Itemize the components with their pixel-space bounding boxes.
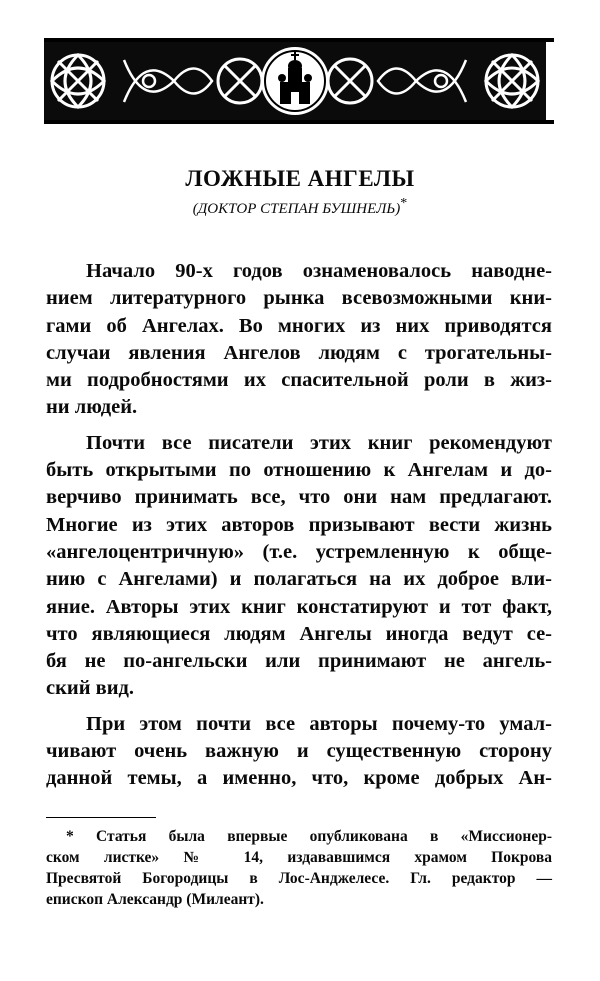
body-line: яние. Авторы этих книг констатируют и тот факт, xyxy=(46,595,552,618)
body-line: верчиво принимать все, что они нам предлагают. xyxy=(46,486,552,509)
body-line: случаи явления Ангелов людям с трогательны- xyxy=(46,341,552,364)
article-body xyxy=(46,258,552,793)
body-line: ский вид. xyxy=(46,677,135,700)
body-line: что являющиеся людям Ангелы иногда ведут се- xyxy=(46,622,552,645)
ornament-icon xyxy=(44,42,546,120)
body-line: бя не по-ангельски или принимают не ангель- xyxy=(46,650,552,673)
body-line: чивают очень важную и существенную сторону xyxy=(46,740,552,763)
body-line: данной темы, а именно, что, кроме добрых Ан- xyxy=(46,767,552,790)
body-line: быть открытыми по отношению к Ангелам и до- xyxy=(46,459,552,482)
body-line: При этом почти все авторы почему-то умал- xyxy=(86,712,552,735)
footnote-divider xyxy=(46,817,156,818)
body-line: Многие из этих авторов призывают вести жизнь xyxy=(46,513,552,536)
author-name: (ДОКТОР СТЕПАН БУШНЕЛЬ) xyxy=(192,201,401,217)
footnote xyxy=(46,826,552,910)
body-line: Почти все писатели этих книг рекомендуют xyxy=(86,431,552,454)
body-line: гами об Ангелах. Во многих из них приводятся xyxy=(46,314,552,337)
footnote-line: ском листке» № 14, издававшимся храмом Покрова xyxy=(46,849,552,866)
body-line: Начало 90-х годов ознаменовалось наводне- xyxy=(86,260,552,282)
footnote-line: епископ Александр (Милеант). xyxy=(46,891,264,908)
page-title: ЛОЖНЫЕ АНГЕЛЫ xyxy=(185,166,415,191)
body-line: нию с Ангелами) и полагаться на их доброе вли- xyxy=(46,568,552,591)
footnote-marker: * xyxy=(400,196,408,211)
body-line: «ангелоцентричную» (т.е. устремленную к обще- xyxy=(46,540,552,563)
footnote-line: * Статья была впервые опубликована в «Миссионер- xyxy=(66,828,552,845)
church-medallion-icon xyxy=(261,47,329,115)
author-line xyxy=(0,196,600,218)
footnote-line: Пресвятой Богородицы в Лос-Анджелесе. Гл. редактор — xyxy=(46,870,552,887)
body-line: ни людей. xyxy=(46,396,138,419)
body-line: нием литературного рынка всевозможными кни- xyxy=(46,287,552,310)
body-line: ми подробностями их спасительной роли в жиз- xyxy=(46,369,552,392)
decorative-header-banner xyxy=(44,38,554,124)
